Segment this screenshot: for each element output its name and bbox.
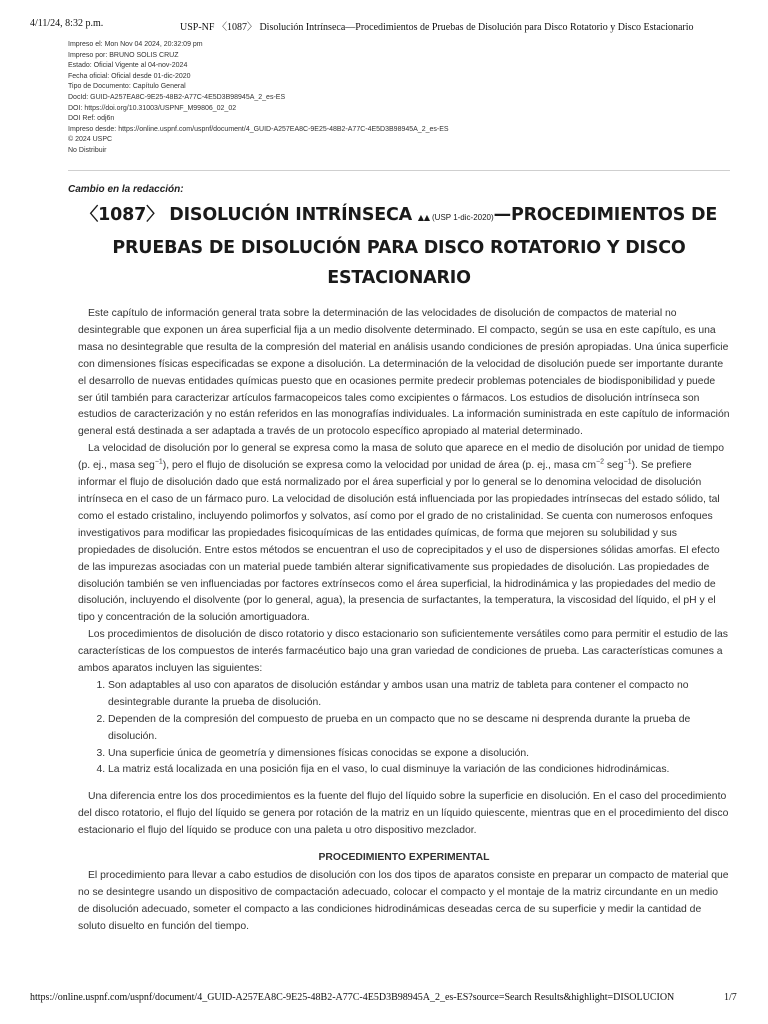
revision-note: (USP 1-dic-2020) bbox=[429, 213, 494, 222]
paragraph-dissolution-rate: La velocidad de disolución por lo general se expresa como la masa de soluto que aparece en el medio de disolución por unidad de tiempo (p. ej., masa seg$^{-1}$), pero el flujo de disolución se expresa como la velocidad por unidad de área (p. ej., masa $cm^{-2}$ seg$^{-1}$). Se prefiere informar el flujo de disolución dado que está normalizado por el área superficial y por lo general se lo denomina velocidad de disolución intrínseca en el caso de un fármaco puro. La velocidad de disolución está influenciada por las propiedades intrínsecas del estado sólido, tal como el estado cristalino, incluyendo polimorfos y solvatos, así como por el grado de no cristalinidad. Se cuenta con numerosos enfoques investigativos para modificar las propiedades fisicoquímicas de las entidades químicas, de forma que mejoren su solubilidad y sus propiedades de disolución. Entre estos métodos se encuentran el uso de coprecipitados y el uso de dispersiones sólidas amorfas. El efecto de las impurezas asociadas con un material puede también alterar significativamente sus propiedades de disolución. Las propiedades de disolución también se ven influenciadas por factores extrínsecos como el área superficial, la hidrodinámica y las propiedades del medio de disolución, incluyendo el disolvente (por lo general, agua), la presencia de surfactantes, la temperatura, la viscosidad del líquido, el pH y el tipo y concentración de la solución amortiguadora. bbox=[78, 443, 724, 624]
revision-mark-open: ▲ bbox=[417, 213, 424, 222]
meta-docid: DocId: GUID-A257EA8C-9E25-48B2-A77C-4E5D3B98945A_2_es-ES bbox=[68, 93, 286, 101]
meta-printed-from: Impreso desde: https://online.uspnf.com/uspnf/document/4_GUID-A257EA8C-9E25-48B2-A77C-4E5D3B98945A_2_es-ES bbox=[68, 125, 449, 133]
common-features-list bbox=[78, 678, 730, 779]
metadata-divider bbox=[68, 170, 730, 171]
section-heading: PROCEDIMIENTO EXPERIMENTAL bbox=[318, 852, 490, 864]
chapter-body bbox=[78, 306, 730, 936]
meta-document-type: Tipo de Documento: Capítulo General bbox=[68, 83, 186, 91]
print-page-title: USP-NF 〈1087〉 Disolución Intrínseca—Procedimientos de Pruebas de Disolución para Disco Rotatorio y Disco Estacionario bbox=[180, 22, 694, 33]
meta-doi: DOI: https://doi.org/10.31003/USPNF_M99806_02_02 bbox=[68, 104, 237, 112]
paragraph-procedures: Los procedimientos de disolución de disco rotatorio y disco estacionario son suficientemente versátiles como para permitir el estudio de las características de los compuestos de interés farmacéutico bajo una gran variedad de condiciones de prueba. Las características comunes a ambos aparatos incluyen las siguientes: bbox=[78, 629, 728, 675]
document-metadata bbox=[68, 40, 449, 157]
print-datetime: 4/11/24, 8:32 p.m. bbox=[30, 18, 104, 29]
list-item: 1. Son adaptables al uso con aparatos de disolución estándar y ambos usan una matriz de tableta para contener el compacto no desintegrable durante la prueba de disolución. bbox=[108, 678, 730, 712]
superscript: −1 bbox=[154, 458, 163, 466]
chapter-title bbox=[68, 200, 730, 293]
meta-status: Estado: Oficial Vigente al 04-nov-2024 bbox=[68, 62, 188, 70]
meta-official-date: Fecha oficial: Oficial desde 01-dic-2020 bbox=[68, 72, 191, 80]
list-item: 3. Una superficie única de geometría y dimensiones físicas conocidas se expone a disolución. bbox=[108, 746, 730, 763]
revision-mark-close: ▲ bbox=[423, 213, 430, 222]
superscript: −1 bbox=[623, 458, 632, 466]
superscript: −2 bbox=[595, 458, 604, 466]
change-note: Cambio en la redacción: bbox=[68, 184, 184, 195]
meta-no-distribute: No Distribuir bbox=[68, 146, 107, 154]
paragraph-difference: Una diferencia entre los dos procedimientos es la fuente del flujo del líquido sobre la superficie en disolución. En el caso del procedimiento del disco rotatorio, el flujo del líquido se genera por rotación de la matriz en un líquido quiescente, mientras que en el procedimiento del disco estacionario el flujo del líquido se produce con una paleta u otro dispositivo mezclador. bbox=[78, 791, 729, 837]
title-part-1: 〈1087〉 DISOLUCIÓN INTRÍNSECA bbox=[80, 205, 418, 225]
paragraph-experimental: El procedimiento para llevar a cabo estudios de disolución con los dos tipos de aparatos consiste en preparar un compacto de material que no se desintegre usando un dispositivo de compactación adecuado, colocar el compacto y el montaje de la matriz circundante en un medio de disolución adecuado, someter el compacto a las condiciones hidrodinámicas deseadas cerca de su superficie y medir la cantidad de soluto disuelto en función del tiempo. bbox=[78, 870, 729, 932]
list-item: 4. La matriz está localizada en una posición fija en el vaso, lo cual disminuye la variación de las condiciones hidrodinámicas. bbox=[108, 762, 730, 779]
meta-doi-ref: DOI Ref: odj6n bbox=[68, 115, 115, 123]
footer-url: https://online.uspnf.com/uspnf/document/4_GUID-A257EA8C-9E25-48B2-A77C-4E5D3B98945A_2_es-ES?source=Search Results&highlight=DISOLUCION bbox=[30, 992, 675, 1003]
meta-printed-on: Impreso el: Mon Nov 04 2024, 20:32:09 pm bbox=[68, 41, 203, 48]
page-number: 1/7 bbox=[724, 992, 737, 1003]
list-item: 2. Dependen de la compresión del compuesto de prueba en un compacto que no se descame ni desprenda durante la prueba de disolución. bbox=[108, 712, 730, 746]
meta-copyright: © 2024 USPC bbox=[68, 136, 113, 144]
title-part-2: —PROCEDIMIENTOS DE PRUEBAS DE DISOLUCIÓN PARA DISCO ROTATORIO Y DISCO ESTACIONARIO bbox=[112, 205, 718, 288]
meta-printed-by: Impreso por: BRUNO SOLIS CRUZ bbox=[68, 51, 179, 59]
paragraph-intro: Este capítulo de información general trata sobre la determinación de las velocidades de disolución de compactos de material no desintegrable que exponen un área superficial fija a un medio disolvente determinado. El compacto, según se usa en este capítulo, es una masa no desintegrable que resulta de la compresión del material en análisis usando condiciones de presión apropiadas. Una única superficie con dimensiones físicas especificadas se expone a disolución. La determinación de la velocidad de disolución puede ser importante durante el desarrollo de nuevas entidades químicas puesto que en ocasiones permite predecir problemas potenciales de biodisponibilidad y puede ser útil también para caracterizar artículos farmacopeicos tales como excipientes o fármacos. Los estudios de disolución intrínseca son estudios de caracterización y no están referidos en las monografías individuales. La información suministrada en este capítulo de información general está destinada a ser adaptada a través de un protocolo específico apropiado al material determinado. bbox=[78, 308, 730, 438]
